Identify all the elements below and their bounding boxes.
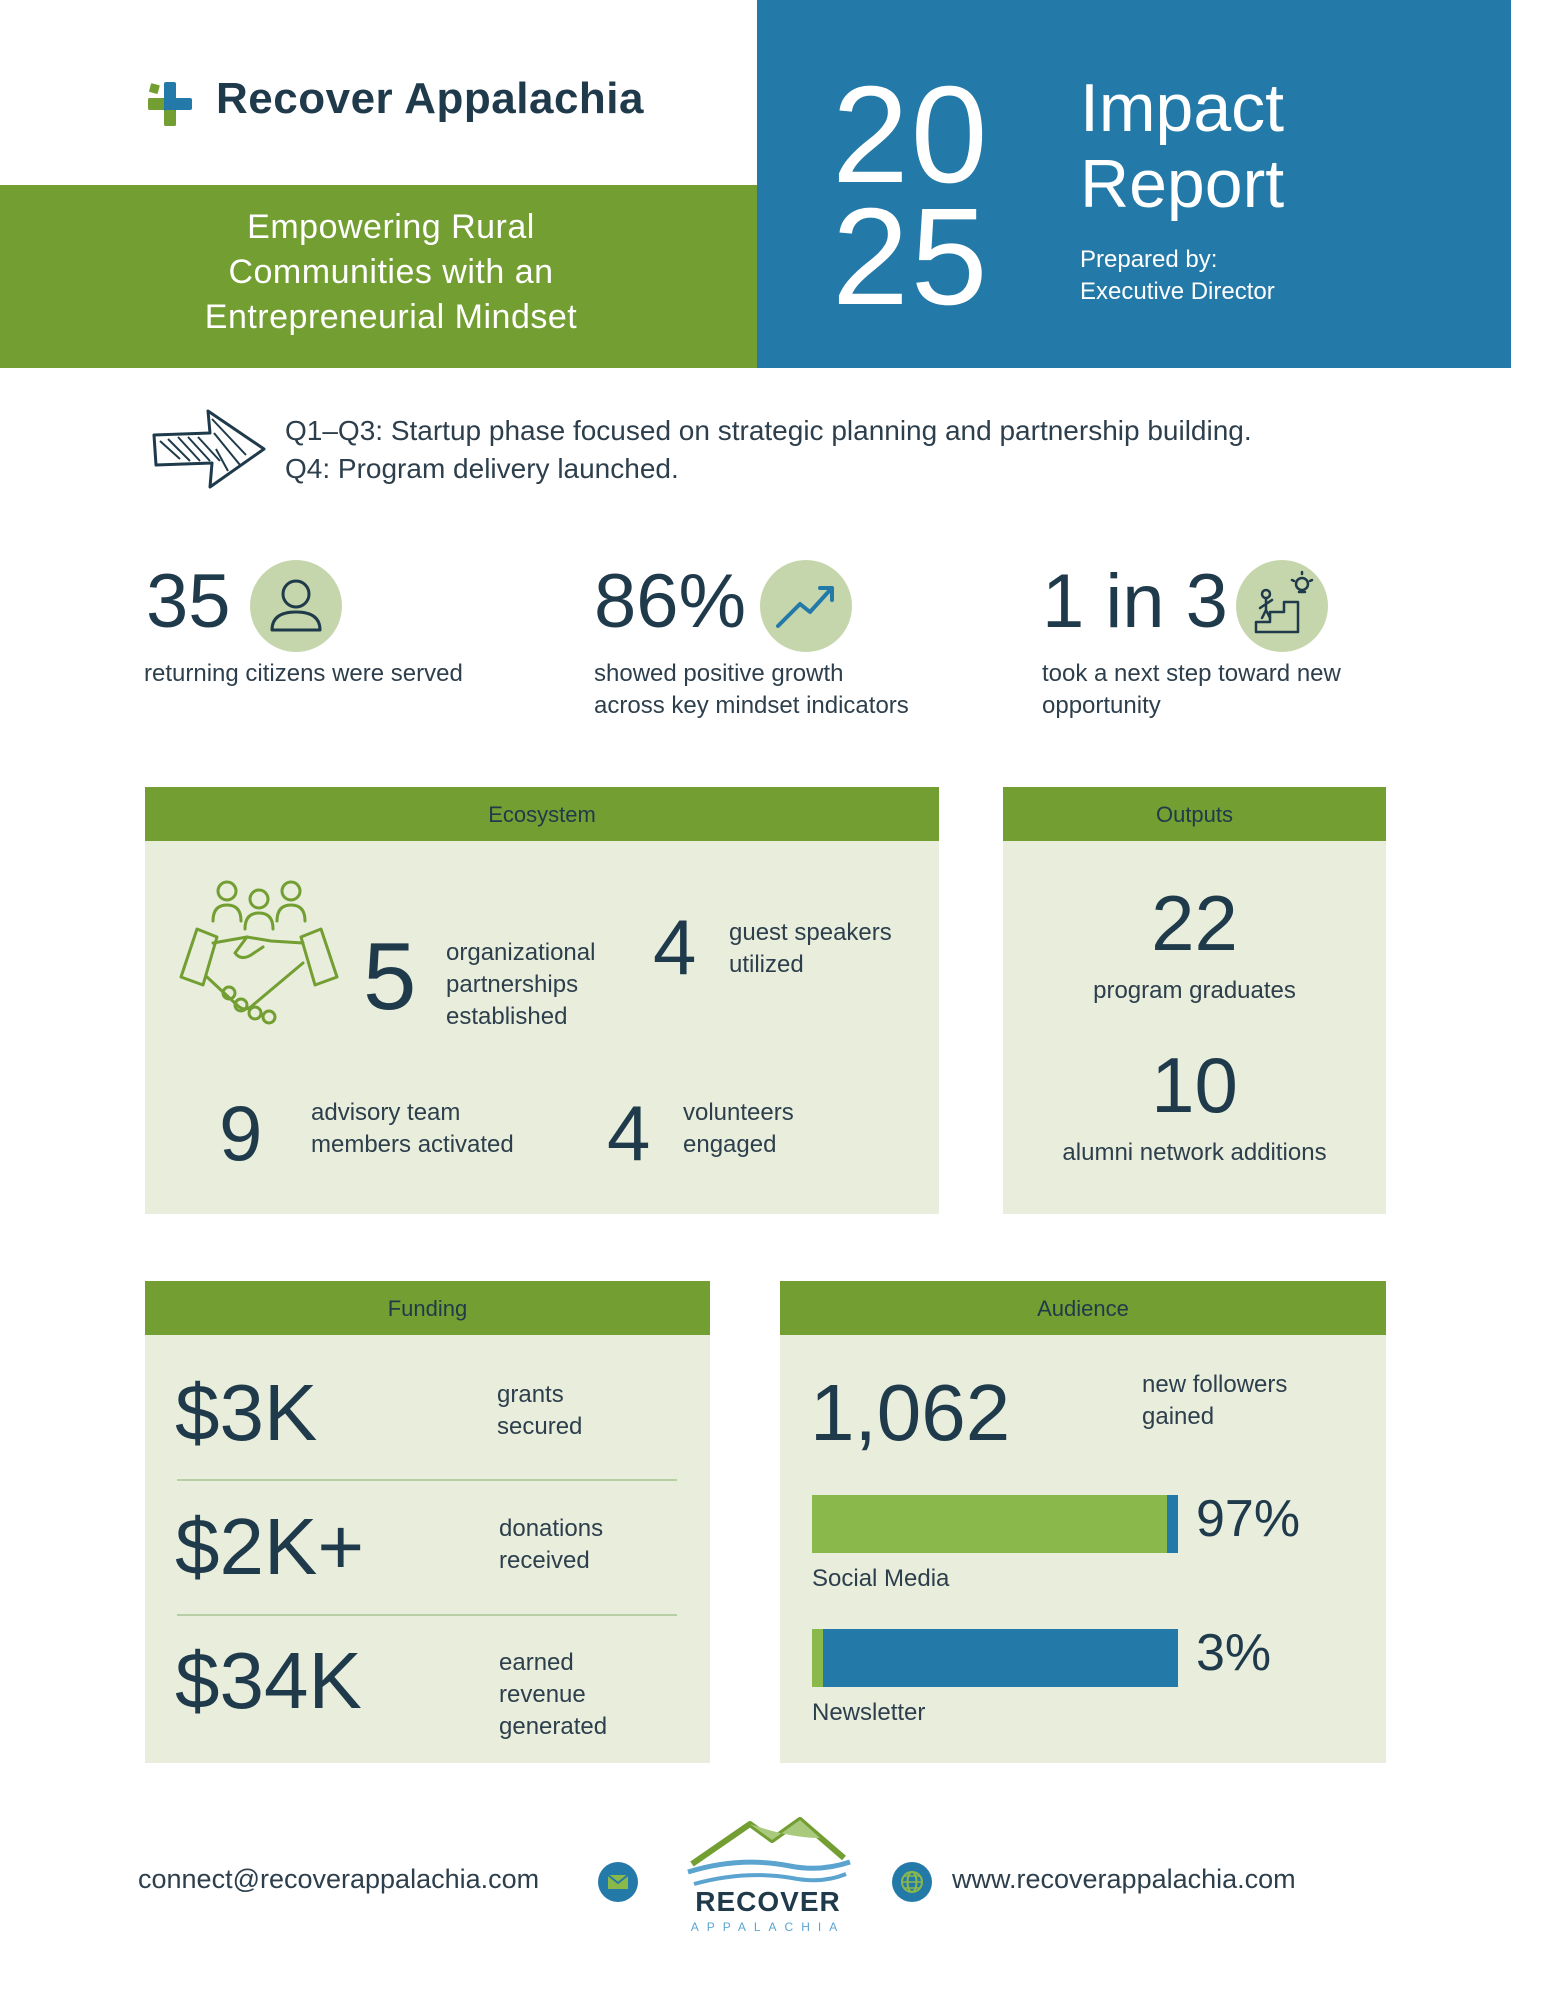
funding-header: Funding [145,1281,710,1335]
label-line: advisory team [311,1099,461,1126]
stat-desc-line: across key mindset indicators [594,692,909,719]
label-line: donations [499,1515,604,1542]
label-line: utilized [729,951,804,978]
footer-email[interactable]: connect@recoverappalachia.com [138,1864,540,1894]
handshake-team-icon [177,877,341,1029]
newsletter-label: Newsletter [812,1699,926,1726]
report-year [832,58,990,334]
intro-line: Q4: Program delivery launched. [285,453,679,484]
stat-desc-growth [594,658,909,722]
graduates-label: program graduates [1093,977,1296,1004]
year-bottom: 25 [832,180,990,334]
globe-icon-circle [892,1862,932,1902]
mail-icon-circle [598,1862,638,1902]
speakers-label [729,917,892,981]
advisory-label [311,1097,514,1161]
logo-cross-icon [144,78,196,130]
outputs-header: Outputs [1003,787,1386,841]
prepared-label: Prepared by: [1080,246,1218,273]
footer-logo-word: RECOVER [695,1886,841,1917]
tagline-line: Communities with an [228,253,554,291]
label-line: volunteers [683,1099,794,1126]
label-line: organizational [446,939,596,966]
followers-value: 1,062 [810,1368,1011,1457]
social-media-label: Social Media [812,1565,950,1592]
label-line: partnerships [446,971,579,998]
ecosystem-card [145,787,939,1214]
label-line: members activated [311,1131,514,1158]
stairs-idea-icon [1236,560,1328,652]
stat-icon-circle [760,560,852,652]
grants-value: $3K [175,1368,318,1457]
label-line: revenue [499,1681,586,1708]
mountain-logo-icon [680,1812,856,1890]
label-line: secured [497,1413,583,1440]
tagline [0,205,782,340]
label-line: received [499,1547,590,1574]
audience-card [780,1281,1386,1763]
earned-label [499,1647,607,1743]
social-media-bar-fill [812,1495,1167,1553]
stat-value-next-step: 1 in 3 [1042,559,1228,644]
stat-desc-line: returning citizens were served [144,660,463,687]
audience-header: Audience [780,1281,1386,1335]
stat-desc-next-step [1042,658,1341,722]
funding-divider [177,1614,677,1616]
partnerships-value: 5 [363,923,417,1030]
alumni-value: 10 [1151,1041,1238,1129]
tagline-line: Entrepreneurial Mindset [204,298,578,336]
intro-line: Q1–Q3: Startup phase focused on strategic planning and partnership building. [285,415,1252,446]
donations-value: $2K+ [175,1502,365,1591]
newsletter-bar-rest [812,1629,823,1687]
alumni-label: alumni network additions [1062,1139,1327,1166]
stat-desc-citizens [144,658,463,690]
funding-card [145,1281,710,1763]
newsletter-bar-fill [823,1629,1178,1687]
mail-icon [598,1862,638,1902]
label-line: gained [1142,1403,1215,1430]
label-line: generated [499,1713,608,1740]
label-line: guest speakers [729,919,892,946]
newsletter-percent: 3% [1196,1624,1272,1682]
label-line: grants [497,1381,564,1408]
volunteers-label [683,1097,794,1161]
funding-divider [177,1479,677,1481]
footer-logo-sub: APPALACHIA [690,1920,846,1934]
tagline-line: Empowering Rural [247,208,535,246]
label-line: engaged [683,1131,777,1158]
year-top: 20 [832,58,990,212]
stat-value-growth: 86% [594,559,747,644]
stat-icon-circle [1236,560,1328,652]
social-media-percent: 97% [1196,1490,1301,1548]
growth-arrow-icon [760,560,852,652]
footer-website[interactable]: www.recoverappalachia.com [952,1864,1296,1894]
prepared-name: Executive Director [1080,278,1275,305]
report-title [1080,70,1284,222]
prepared-by [1080,244,1275,308]
sketch-arrow-icon [150,405,270,491]
ecosystem-header: Ecosystem [145,787,939,841]
label-line: established [446,1003,568,1030]
stat-desc-line: showed positive growth [594,660,844,687]
outputs-card [1003,787,1386,1214]
graduates-value: 22 [1151,879,1238,967]
globe-icon [892,1862,932,1902]
social-media-bar [812,1495,1178,1553]
speakers-value: 4 [653,903,697,991]
report-title-line: Report [1080,146,1285,222]
org-name: Recover Appalachia [216,74,644,123]
label-line: new followers [1142,1371,1288,1398]
social-media-bar-remainder [1167,1495,1178,1553]
person-icon [250,560,342,652]
stat-desc-line: opportunity [1042,692,1161,719]
volunteers-value: 4 [607,1089,651,1177]
intro-text [285,412,1252,488]
report-title-line: Impact [1080,70,1285,146]
donations-label [499,1513,603,1577]
partnerships-label [446,937,595,1033]
label-line: earned [499,1649,574,1676]
followers-label [1142,1369,1287,1433]
advisory-value: 9 [219,1089,263,1177]
stat-desc-line: took a next step toward new [1042,660,1341,687]
stat-value-citizens: 35 [146,559,231,644]
earned-value: $34K [175,1636,362,1725]
stat-icon-circle [250,560,342,652]
newsletter-bar [812,1629,1178,1687]
grants-label [497,1379,582,1443]
